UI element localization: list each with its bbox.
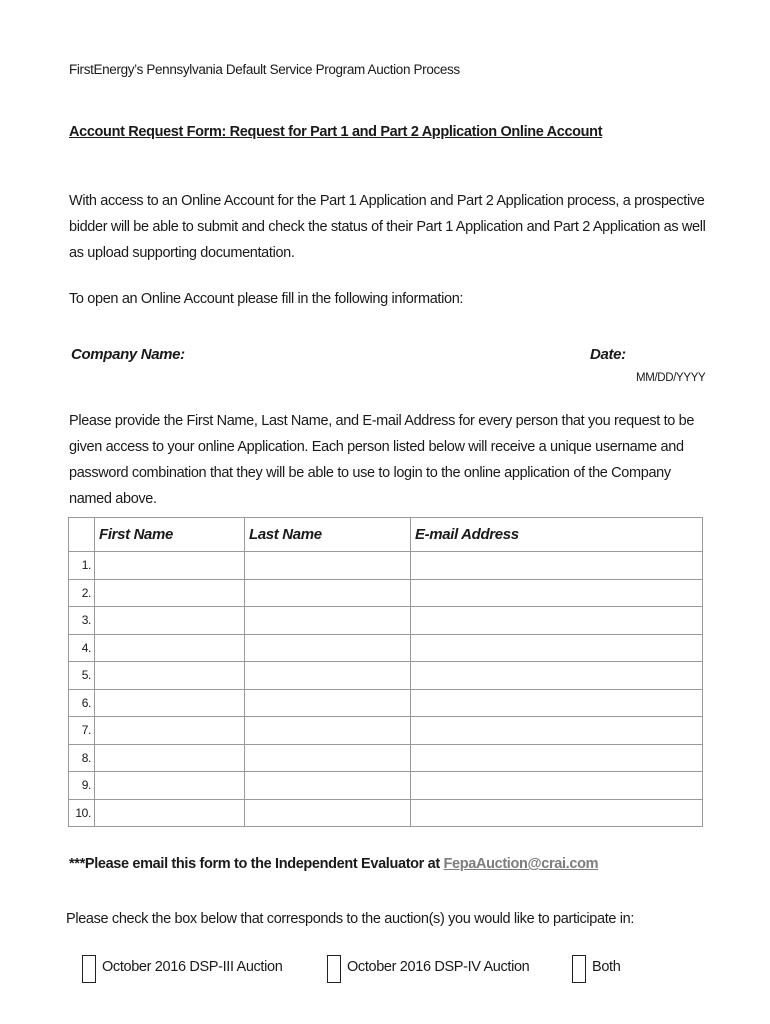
intro-paragraph: With access to an Online Account for the Part 1 Application and Part 2 Application process, a prospective bidder will be able to submit and check the status of their Part 1 Application and Part 2 Application as well as upload supporting documentation. [69,193,706,261]
last-name-field[interactable] [245,689,411,717]
last-name-field[interactable] [245,552,411,580]
email-field[interactable] [411,744,703,772]
first-name-field[interactable] [95,799,245,827]
row-number: 9. [69,772,95,800]
both-label: Both [592,959,621,975]
company-name-label: Company Name: [71,346,185,363]
dsp-iii-label: October 2016 DSP-III Auction [102,959,283,975]
date-format-hint: MM/DD/YYYY [636,372,706,384]
last-name-header: Last Name [245,518,411,552]
open-account-instruction: To open an Online Account please fill in the following information: [69,291,464,307]
row-number: 8. [69,744,95,772]
last-name-field[interactable] [245,744,411,772]
email-field[interactable] [411,607,703,635]
table-row [69,772,703,800]
last-name-field[interactable] [245,772,411,800]
evaluator-email-link[interactable]: FepaAuction@crai.com [443,856,599,872]
table-header-row [69,518,703,552]
table-row [69,744,703,772]
last-name-field[interactable] [245,607,411,635]
last-name-field[interactable] [245,717,411,745]
first-name-field[interactable] [95,552,245,580]
program-subtitle: FirstEnergy’s Pennsylvania Default Service Program Auction Process [69,62,460,77]
table-row [69,552,703,580]
first-name-field[interactable] [95,579,245,607]
first-name-field[interactable] [95,662,245,690]
first-name-field[interactable] [95,689,245,717]
email-field[interactable] [411,552,703,580]
first-name-header: First Name [95,518,245,552]
table-row [69,689,703,717]
row-number: 4. [69,634,95,662]
first-name-field[interactable] [95,717,245,745]
dsp-iv-label: October 2016 DSP-IV Auction [347,959,530,975]
first-name-field[interactable] [95,744,245,772]
row-number: 10. [69,799,95,827]
row-number: 1. [69,552,95,580]
dsp-iv-checkbox[interactable] [327,955,341,983]
last-name-field[interactable] [245,662,411,690]
last-name-field[interactable] [245,579,411,607]
email-header: E-mail Address [411,518,703,552]
table-row [69,634,703,662]
row-number-header [69,518,95,552]
date-label: Date: [590,346,626,363]
user-access-table [68,517,703,827]
table-row [69,799,703,827]
email-field[interactable] [411,799,703,827]
email-field[interactable] [411,717,703,745]
row-number: 7. [69,717,95,745]
email-field[interactable] [411,689,703,717]
row-number: 6. [69,689,95,717]
row-number: 3. [69,607,95,635]
email-field[interactable] [411,634,703,662]
form-title: Account Request Form: Request for Part 1 and Part 2 Application Online Account [69,124,603,140]
table-row [69,717,703,745]
table-row [69,579,703,607]
auction-check-instruction: Please check the box below that corresponds to the auction(s) you would like to participate in: [66,911,635,927]
both-checkbox[interactable] [572,955,586,983]
email-field[interactable] [411,662,703,690]
first-name-field[interactable] [95,772,245,800]
last-name-field[interactable] [245,799,411,827]
table-row [69,607,703,635]
email-instruction-text: ***Please email this form to the Independent Evaluator at [69,856,444,872]
email-field[interactable] [411,772,703,800]
last-name-field[interactable] [245,634,411,662]
email-instruction [69,856,598,872]
row-number: 2. [69,579,95,607]
table-row [69,662,703,690]
email-field[interactable] [411,579,703,607]
first-name-field[interactable] [95,607,245,635]
row-number: 5. [69,662,95,690]
dsp-iii-checkbox[interactable] [82,955,96,983]
provide-users-instruction: Please provide the First Name, Last Name, and E-mail Address for every person that you request to be given access to your online Application. Each person listed below will receive a unique username and password combination that they will be able to use to login to the online application of the Company named above. [69,413,695,507]
first-name-field[interactable] [95,634,245,662]
